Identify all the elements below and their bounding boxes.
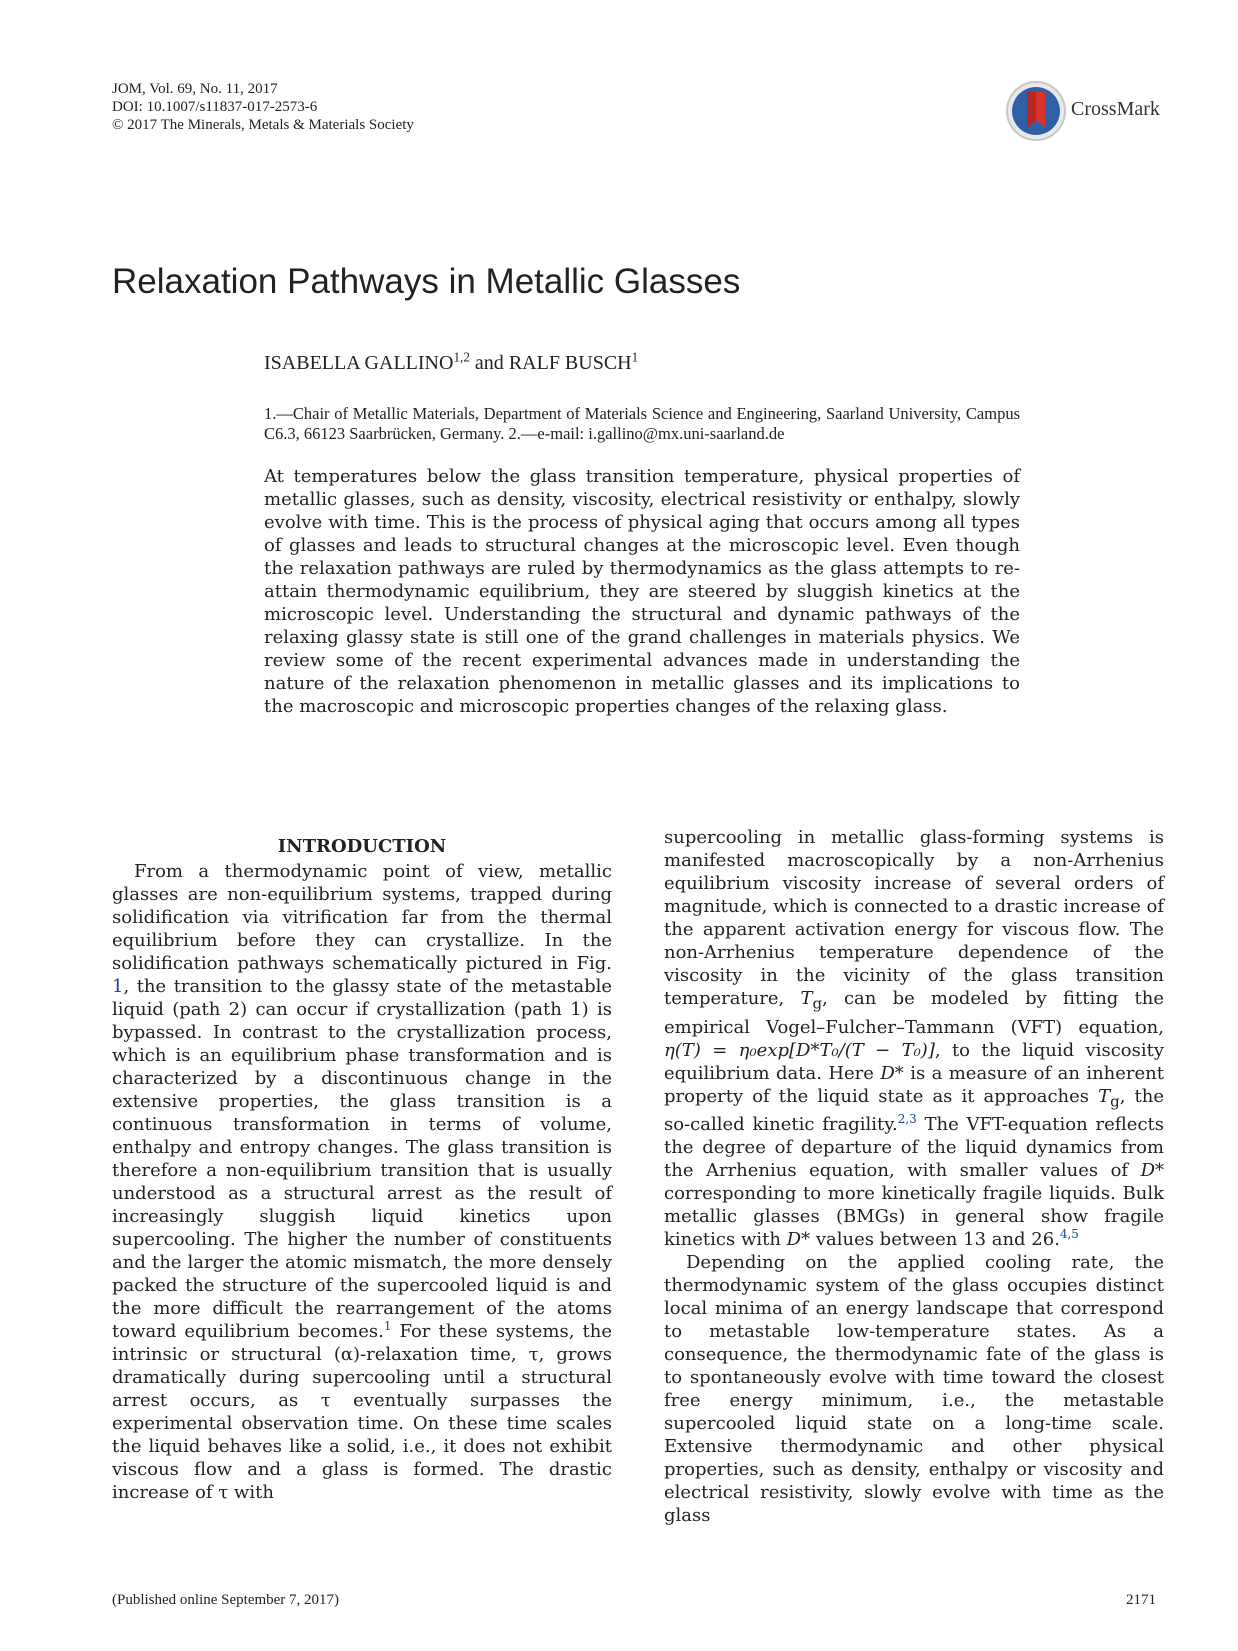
vft-equation: η(T) = η₀exp[D*T₀/(T − T₀)] [664, 1039, 935, 1061]
page-number: 2171 [1126, 1592, 1156, 1608]
paragraph: Depending on the applied cooling rate, the thermodynamic system of the glass occupies distinct local minima of an energy landscape that correspond to metastable low-temperature states. As a consequence, the thermodynamic fate of the glass is to spontaneously evolve with time toward the closest free energy minimum, i.e., the metastable supercooled liquid state on a long-time scale. Extensive thermodynamic and other physical properties, such as density, enthalpy or viscosity and electrical resistivity, slowly evolve with time as the glass [664, 1252, 1164, 1527]
author-conjunction: and [474, 352, 504, 374]
publication-date: (Published online September 7, 2017) [112, 1592, 340, 1608]
paper-title: Relaxation Pathways in Metallic Glasses [112, 262, 741, 301]
crossmark-label: CrossMark [1071, 98, 1160, 120]
citation-link[interactable]: 4,5 [1059, 1227, 1079, 1242]
symbol-dstar: D* [880, 1062, 904, 1084]
crossmark-badge[interactable] [1005, 80, 1175, 142]
citation-link[interactable]: 2,3 [897, 1112, 917, 1127]
paragraph: From a thermodynamic point of view, metallic glasses are non-equilibrium systems, trapped during solidification via vitrification far from the thermal equilibrium before they can crystallize. In the solidification pathways schematically pictured in Fig. 1, the transition to the glassy state of the metastable liquid (path 2) can occur if crystallization (path 1) is bypassed. In contrast to the crystallization process, which is an equilibrium phase transformation and is characterized by a discontinuous change in the extensive properties, the glass transition is a continuous transformation in terms of volume, enthalpy and entropy changes. The glass transition is therefore a non-equilibrium transition that is usually understood as a structural arrest as the result of increasingly sluggish liquid kinetics upon supercooling. The higher the number of constituents and the larger the atomic mismatch, the more densely packed the structure of the supercooled liquid is and the more difficult the rearrangement of the atoms toward equilibrium becomes.$^1$ For these systems, the intrinsic or structural (α)-relaxation time, τ, grows dramatically during supercooling until a structural arrest occurs, as τ eventually surpasses the experimental observation time. On these time scales the liquid behaves like a solid, i.e., it does not exhibit viscous flow and a glass is formed. The drastic increase of τ with [112, 861, 612, 1503]
article-metadata [112, 80, 414, 134]
author-affiliation-mark: 1,2 [453, 349, 470, 365]
symbol-tg: T [800, 988, 813, 1009]
paragraph: supercooling in metallic glass-forming systems is manifested macroscopically by a non-Arrhenius equilibrium viscosity increase of several orders of magnitude, which is connected to a drastic increase of the apparent activation energy for viscous flow. The non-Arrhenius temperature dependence of the viscosity in the vicinity of the glass transition temperature, $T_g$, can be modeled by fitting the empirical Vogel–Fulcher–Tammann (VFT) equation, η(T) = η₀exp[D*T₀/(T − T₀)], to the liquid viscosity equilibrium data. Here D* is a measure of an inherent property of the liquid state as it approaches $T_g$, the so-called kinetic fragility.$^{2,3}$ The VFT-equation reflects the degree of departure of the liquid dynamics from the Arrhenius equation, with smaller values of D* corresponding to more kinetically fragile liquids. Bulk metallic glasses (BMGs) in general show fragile kinetics with D* values between 13 and 26.$^{4,5}$ [664, 827, 1165, 1251]
doi[interactable]: DOI: 10.1007/s11837-017-2573-6 [112, 99, 318, 115]
figure-reference-link[interactable]: 1 [112, 976, 124, 997]
affiliations: 1.—Chair of Metallic Materials, Department of Materials Science and Engineering, Saarland University, Campus C6.3, 66123 Saarbrücken, Germany. 2.—e-mail: i.gallino@mx.uni-saarland.de [264, 404, 1020, 443]
copyright: © 2017 The Minerals, Metals & Materials Society [112, 117, 414, 133]
left-column [112, 860, 612, 1504]
citation-link[interactable]: 1 [383, 1319, 392, 1333]
journal-citation: JOM, Vol. 69, No. 11, 2017 [112, 81, 278, 97]
author-name: ISABELLA GALLINO [264, 352, 454, 374]
author-list [264, 349, 639, 375]
right-column [664, 826, 1164, 1527]
author-name: RALF BUSCH [508, 352, 632, 374]
author-affiliation-mark: 1 [631, 349, 639, 365]
abstract: At temperatures below the glass transition temperature, physical properties of metallic glasses, such as density, viscosity, electrical resistivity or enthalpy, slowly evolve with time. This is the process of physical aging that occurs among all types of glasses and leads to structural changes at the microscopic level. Even though the relaxation pathways are ruled by thermodynamics as the glass attempts to re-attain thermodynamic equilibrium, they are steered by sluggish kinetics at the microscopic level. Understanding the structural and dynamic pathways of the relaxing glassy state is still one of the grand challenges in materials physics. We review some of the recent experimental advances made in understanding the nature of the relaxation phenomenon in metallic glasses and its implications to the macroscopic and microscopic properties changes of the relaxing glass. [264, 466, 1020, 717]
crossmark-icon [1005, 80, 1067, 142]
section-heading: INTRODUCTION [277, 836, 447, 857]
